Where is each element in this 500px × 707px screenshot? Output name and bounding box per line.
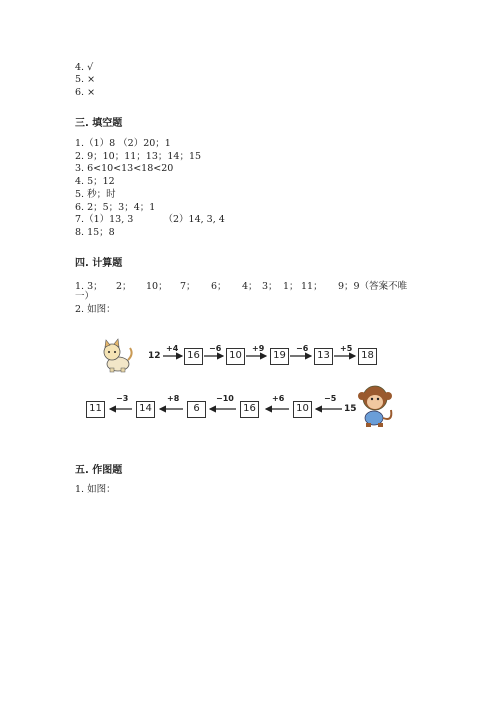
fill-answer-8: 8. 15；8 <box>75 227 115 238</box>
calc-answer: 4； <box>242 281 258 292</box>
calc-answer: 3； <box>262 281 278 292</box>
row2-operation: −5 <box>324 394 337 403</box>
row1-result-box: 19 <box>270 348 289 365</box>
row2-result-box: 14 <box>136 401 155 418</box>
calc-answer: 11； <box>301 281 323 292</box>
judge-answer-5: 5. × <box>75 74 96 85</box>
row2-operation: −10 <box>216 394 234 403</box>
fill-answer-4: 4. 5；12 <box>75 176 115 187</box>
row1-result-box: 16 <box>184 348 203 365</box>
calc-answer: 1； <box>283 281 299 292</box>
section-3-title: 三. 填空题 <box>75 118 123 129</box>
row2-operation: +8 <box>167 394 180 403</box>
row1-operation: +5 <box>340 344 353 353</box>
row1-operation: +4 <box>166 344 179 353</box>
row1-operation: +9 <box>252 344 265 353</box>
row2-result-box: 6 <box>187 401 206 418</box>
calc-item-2: 2. 如图： <box>75 304 116 315</box>
row1-result-box: 18 <box>358 348 377 365</box>
row2-result-box: 16 <box>240 401 259 418</box>
calc-answer: 2； <box>116 281 132 292</box>
calc-answer: 10； <box>146 281 168 292</box>
fill-answer-3: 3. 6<10<13<18<20 <box>75 163 174 174</box>
calc-answer-continued: 一） <box>75 291 95 302</box>
drawing-item-1: 1. 如图： <box>75 484 116 495</box>
row2-operation: +6 <box>272 394 285 403</box>
section-5-title: 五. 作图题 <box>75 465 123 476</box>
monkey-illustration <box>358 386 392 427</box>
row2-start-number: 15 <box>344 404 357 414</box>
cat-illustration <box>104 339 132 372</box>
judge-answer-4: 4. √ <box>75 62 94 73</box>
fill-answer-1: 1.（1）8 （2）20；1 <box>75 138 171 149</box>
fill-answer-6: 6. 2；5；3；4；1 <box>75 202 156 213</box>
calc-answer: 7； <box>180 281 196 292</box>
calc-answer: 9；9（答案不唯 <box>338 281 408 292</box>
fill-answer-5: 5. 秒；时 <box>75 189 116 200</box>
calc-answer: 6； <box>211 281 227 292</box>
row1-operation: −6 <box>209 344 222 353</box>
row1-result-box: 13 <box>314 348 333 365</box>
row1-start-number: 12 <box>148 351 161 361</box>
row1-result-box: 10 <box>226 348 245 365</box>
fill-answer-7: 7.（1）13, 3 （2）14, 3, 4 <box>75 214 225 225</box>
judge-answer-6: 6. × <box>75 87 96 98</box>
calc-answer: 1. 3； <box>75 281 103 292</box>
fill-answer-2: 2. 9；10；11；13；14；15 <box>75 151 202 162</box>
section-4-title: 四. 计算题 <box>75 258 123 269</box>
row2-operation: −3 <box>116 394 129 403</box>
row2-result-box: 10 <box>293 401 312 418</box>
row1-operation: −6 <box>296 344 309 353</box>
row2-result-box: 11 <box>86 401 105 418</box>
